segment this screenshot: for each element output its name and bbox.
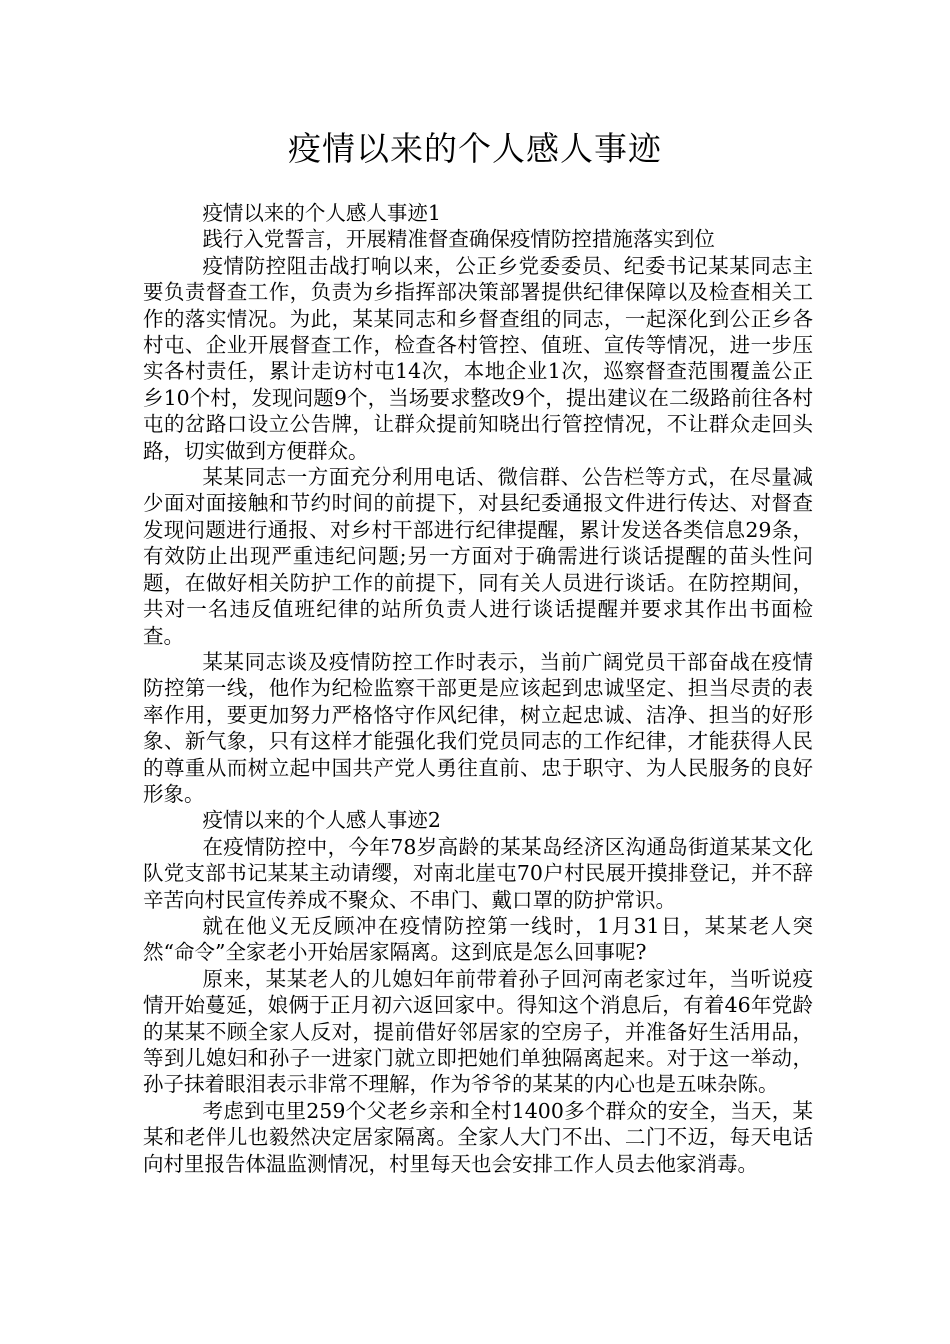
paragraph: 在疫情防控中，今年78岁高龄的某某岛经济区沟通岛街道某某文化队党支部书记某某主动请缨，对南北崖屯70户村民展开摸排登记，并不辞辛苦向村民宣传养成不聚众、不串门、戴口罩的防护常识。 — [143, 834, 813, 912]
paragraph: 某某同志谈及疫情防控工作时表示，当前广阔党员干部奋战在疫情防控第一线，他作为纪检监察干部更是应该起到忠诚坚定、担当尽责的表率作用，要更加努力严格恪守作风纪律，树立起忠诚、洁净、担当的好形象、新气象，只有这样才能强化我们党员同志的工作纪律，才能获得人民的尊重从而树立起中国共产党人勇往直前、忠于职守、为人民服务的良好形象。 — [143, 649, 813, 806]
paragraph: 就在他义无反顾冲在疫情防控第一线时，1月31日，某某老人突然“命令”全家老小开始居家隔离。这到底是怎么回事呢? — [143, 913, 813, 965]
paragraph: 疫情防控阻击战打响以来，公正乡党委委员、纪委书记某某同志主要负责督查工作，负责为乡指挥部决策部署提供纪律保障以及检查相关工作的落实情况。为此，某某同志和乡督查组的同志，一起深化到公正乡各村屯、企业开展督查工作，检查各村管控、值班、宣传等情况，进一步压实各村责任，累计走访村屯14次，本地企业1次，巡察督查范围覆盖公正乡10个村，发现问题9个，当场要求整改9个，提出建议在二级路前往各村屯的岔路口设立公告牌，让群众提前知晓出行管控情况，不让群众走回头路，切实做到方便群众。 — [143, 253, 813, 463]
section-heading-2: 疫情以来的个人感人事迹2 — [202, 808, 441, 833]
paragraph: 考虑到屯里259个父老乡亲和全村1400多个群众的安全，当天，某某和老伴儿也毅然决定居家隔离。全家人大门不出、二门不迈，每天电话向村里报告体温监测情况，村里每天也会安排工作人员去他家消毒。 — [143, 1098, 813, 1176]
paragraph: 原来，某某老人的儿媳妇年前带着孙子回河南老家过年，当听说疫情开始蔓延，娘俩于正月初六返回家中。得知这个消息后，有着46年党龄的某某不顾全家人反对，提前借好邻居家的空房子，并准备好生活用品，等到儿媳妇和孙子一进家门就立即把她们单独隔离起来。对于这一举动，孙子抹着眼泪表示非常不理解，作为爷爷的某某的内心也是五味杂陈。 — [143, 966, 813, 1097]
section-heading-1: 疫情以来的个人感人事迹1 — [202, 201, 441, 225]
section-subheading: 践行入党誓言，开展精准督查确保疫情防控措施落实到位 — [202, 227, 715, 252]
document-title: 疫情以来的个人感人事迹 — [288, 129, 662, 168]
paragraph: 某某同志一方面充分利用电话、微信群、公告栏等方式，在尽量减少面对面接触和节约时间的前提下，对县纪委通报文件进行传达、对督查发现问题进行通报、对乡村干部进行纪律提醒，累计发送各类信息29条，有效防止出现严重违纪问题;另一方面对于确需进行谈话提醒的苗头性问题，在做好相关防护工作的前提下，同有关人员进行谈话。在防控期间，共对一名违反值班纪律的站所负责人进行谈话提醒并要求其作出书面检查。 — [143, 465, 813, 648]
document-body — [143, 200, 813, 1177]
